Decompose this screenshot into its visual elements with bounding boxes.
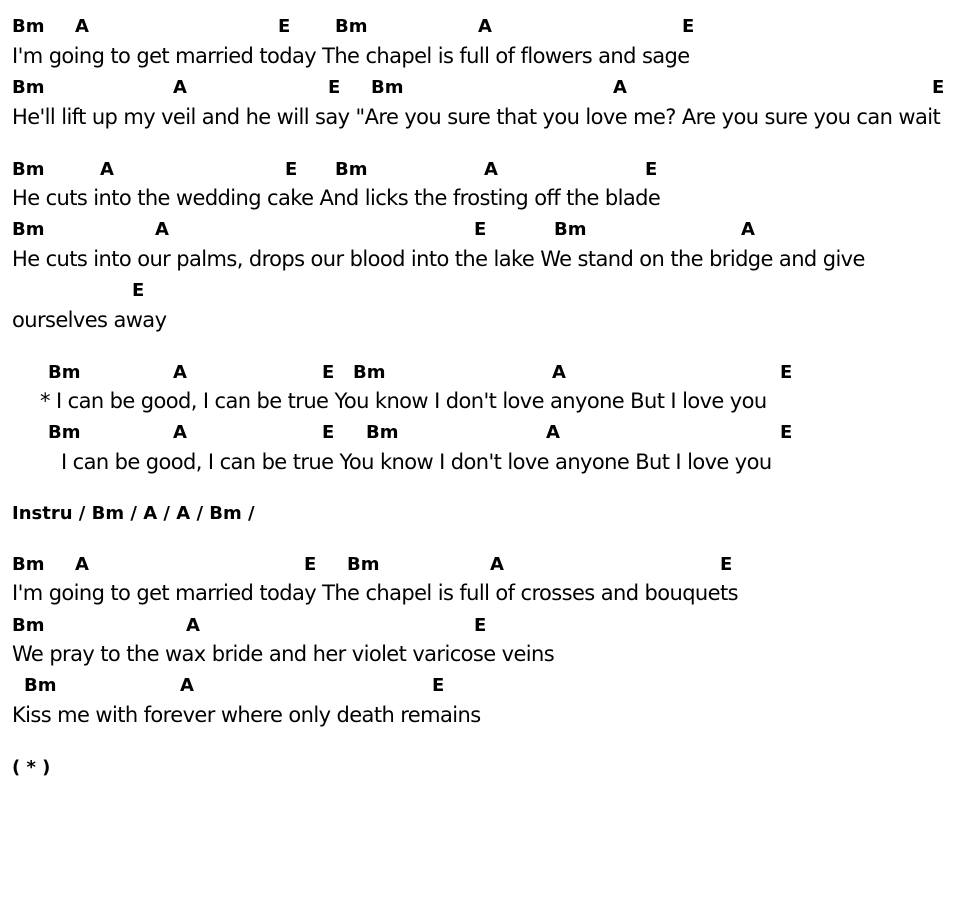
chord: Bm bbox=[353, 362, 386, 383]
chord: A bbox=[741, 219, 755, 240]
chord: Bm bbox=[371, 77, 404, 98]
chord: Bm bbox=[12, 77, 45, 98]
chord: Bm bbox=[335, 16, 368, 37]
chord: E bbox=[328, 77, 341, 98]
chord: Bm bbox=[554, 219, 587, 240]
chord: E bbox=[285, 159, 298, 180]
lyric-line: He'll lift up my veil and he will say "Are you sure that you love me? Are you sure you can wait bbox=[12, 105, 941, 129]
chord: Bm bbox=[48, 422, 81, 443]
lyric-line: * I can be good, I can be true You know I don't love anyone But I love you bbox=[40, 389, 767, 413]
chord: Bm bbox=[24, 675, 57, 696]
instrumental-line: Instru / Bm / A / A / Bm / bbox=[12, 503, 255, 524]
chord: A bbox=[75, 554, 89, 575]
lyric-line: I'm going to get married today The chapel is full of crosses and bouquets bbox=[12, 581, 738, 605]
chord: A bbox=[484, 159, 498, 180]
lyric-line: We pray to the wax bride and her violet varicose veins bbox=[12, 642, 555, 666]
chord: Bm bbox=[335, 159, 368, 180]
chord: E bbox=[132, 280, 145, 301]
chord: E bbox=[474, 615, 487, 636]
chord: E bbox=[322, 362, 335, 383]
chord: A bbox=[155, 219, 169, 240]
chord: Bm bbox=[366, 422, 399, 443]
lyric-line: I can be good, I can be true You know I don't love anyone But I love you bbox=[61, 450, 772, 474]
chord: E bbox=[780, 362, 793, 383]
chord: A bbox=[613, 77, 627, 98]
lyric-line: I'm going to get married today The chapel is full of flowers and sage bbox=[12, 44, 690, 68]
lyric-line: Kiss me with forever where only death remains bbox=[12, 703, 481, 727]
chord: E bbox=[278, 16, 291, 37]
chord: Bm bbox=[48, 362, 81, 383]
chord: Bm bbox=[12, 16, 45, 37]
chord: A bbox=[552, 362, 566, 383]
chord: Bm bbox=[12, 554, 45, 575]
chorus-repeat-marker: ( * ) bbox=[12, 757, 51, 778]
chord: A bbox=[100, 159, 114, 180]
chord: E bbox=[322, 422, 335, 443]
chord: Bm bbox=[12, 615, 45, 636]
chord: E bbox=[720, 554, 733, 575]
chord: E bbox=[645, 159, 658, 180]
chord: E bbox=[432, 675, 445, 696]
chord: A bbox=[173, 422, 187, 443]
chord: E bbox=[932, 77, 945, 98]
lyric-line: He cuts into the wedding cake And licks the frosting off the blade bbox=[12, 186, 661, 210]
lyric-line: He cuts into our palms, drops our blood into the lake We stand on the bridge and give bbox=[12, 247, 865, 271]
chord: Bm bbox=[12, 159, 45, 180]
chord: A bbox=[173, 362, 187, 383]
chord: A bbox=[546, 422, 560, 443]
chord: A bbox=[186, 615, 200, 636]
chord: A bbox=[173, 77, 187, 98]
chord: A bbox=[478, 16, 492, 37]
chord: Bm bbox=[347, 554, 380, 575]
chord: E bbox=[304, 554, 317, 575]
chord: A bbox=[180, 675, 194, 696]
chord: E bbox=[474, 219, 487, 240]
chord: Bm bbox=[12, 219, 45, 240]
chord: A bbox=[490, 554, 504, 575]
chord: E bbox=[780, 422, 793, 443]
chord: E bbox=[682, 16, 695, 37]
lyric-line: ourselves away bbox=[12, 308, 167, 332]
chord: A bbox=[75, 16, 89, 37]
